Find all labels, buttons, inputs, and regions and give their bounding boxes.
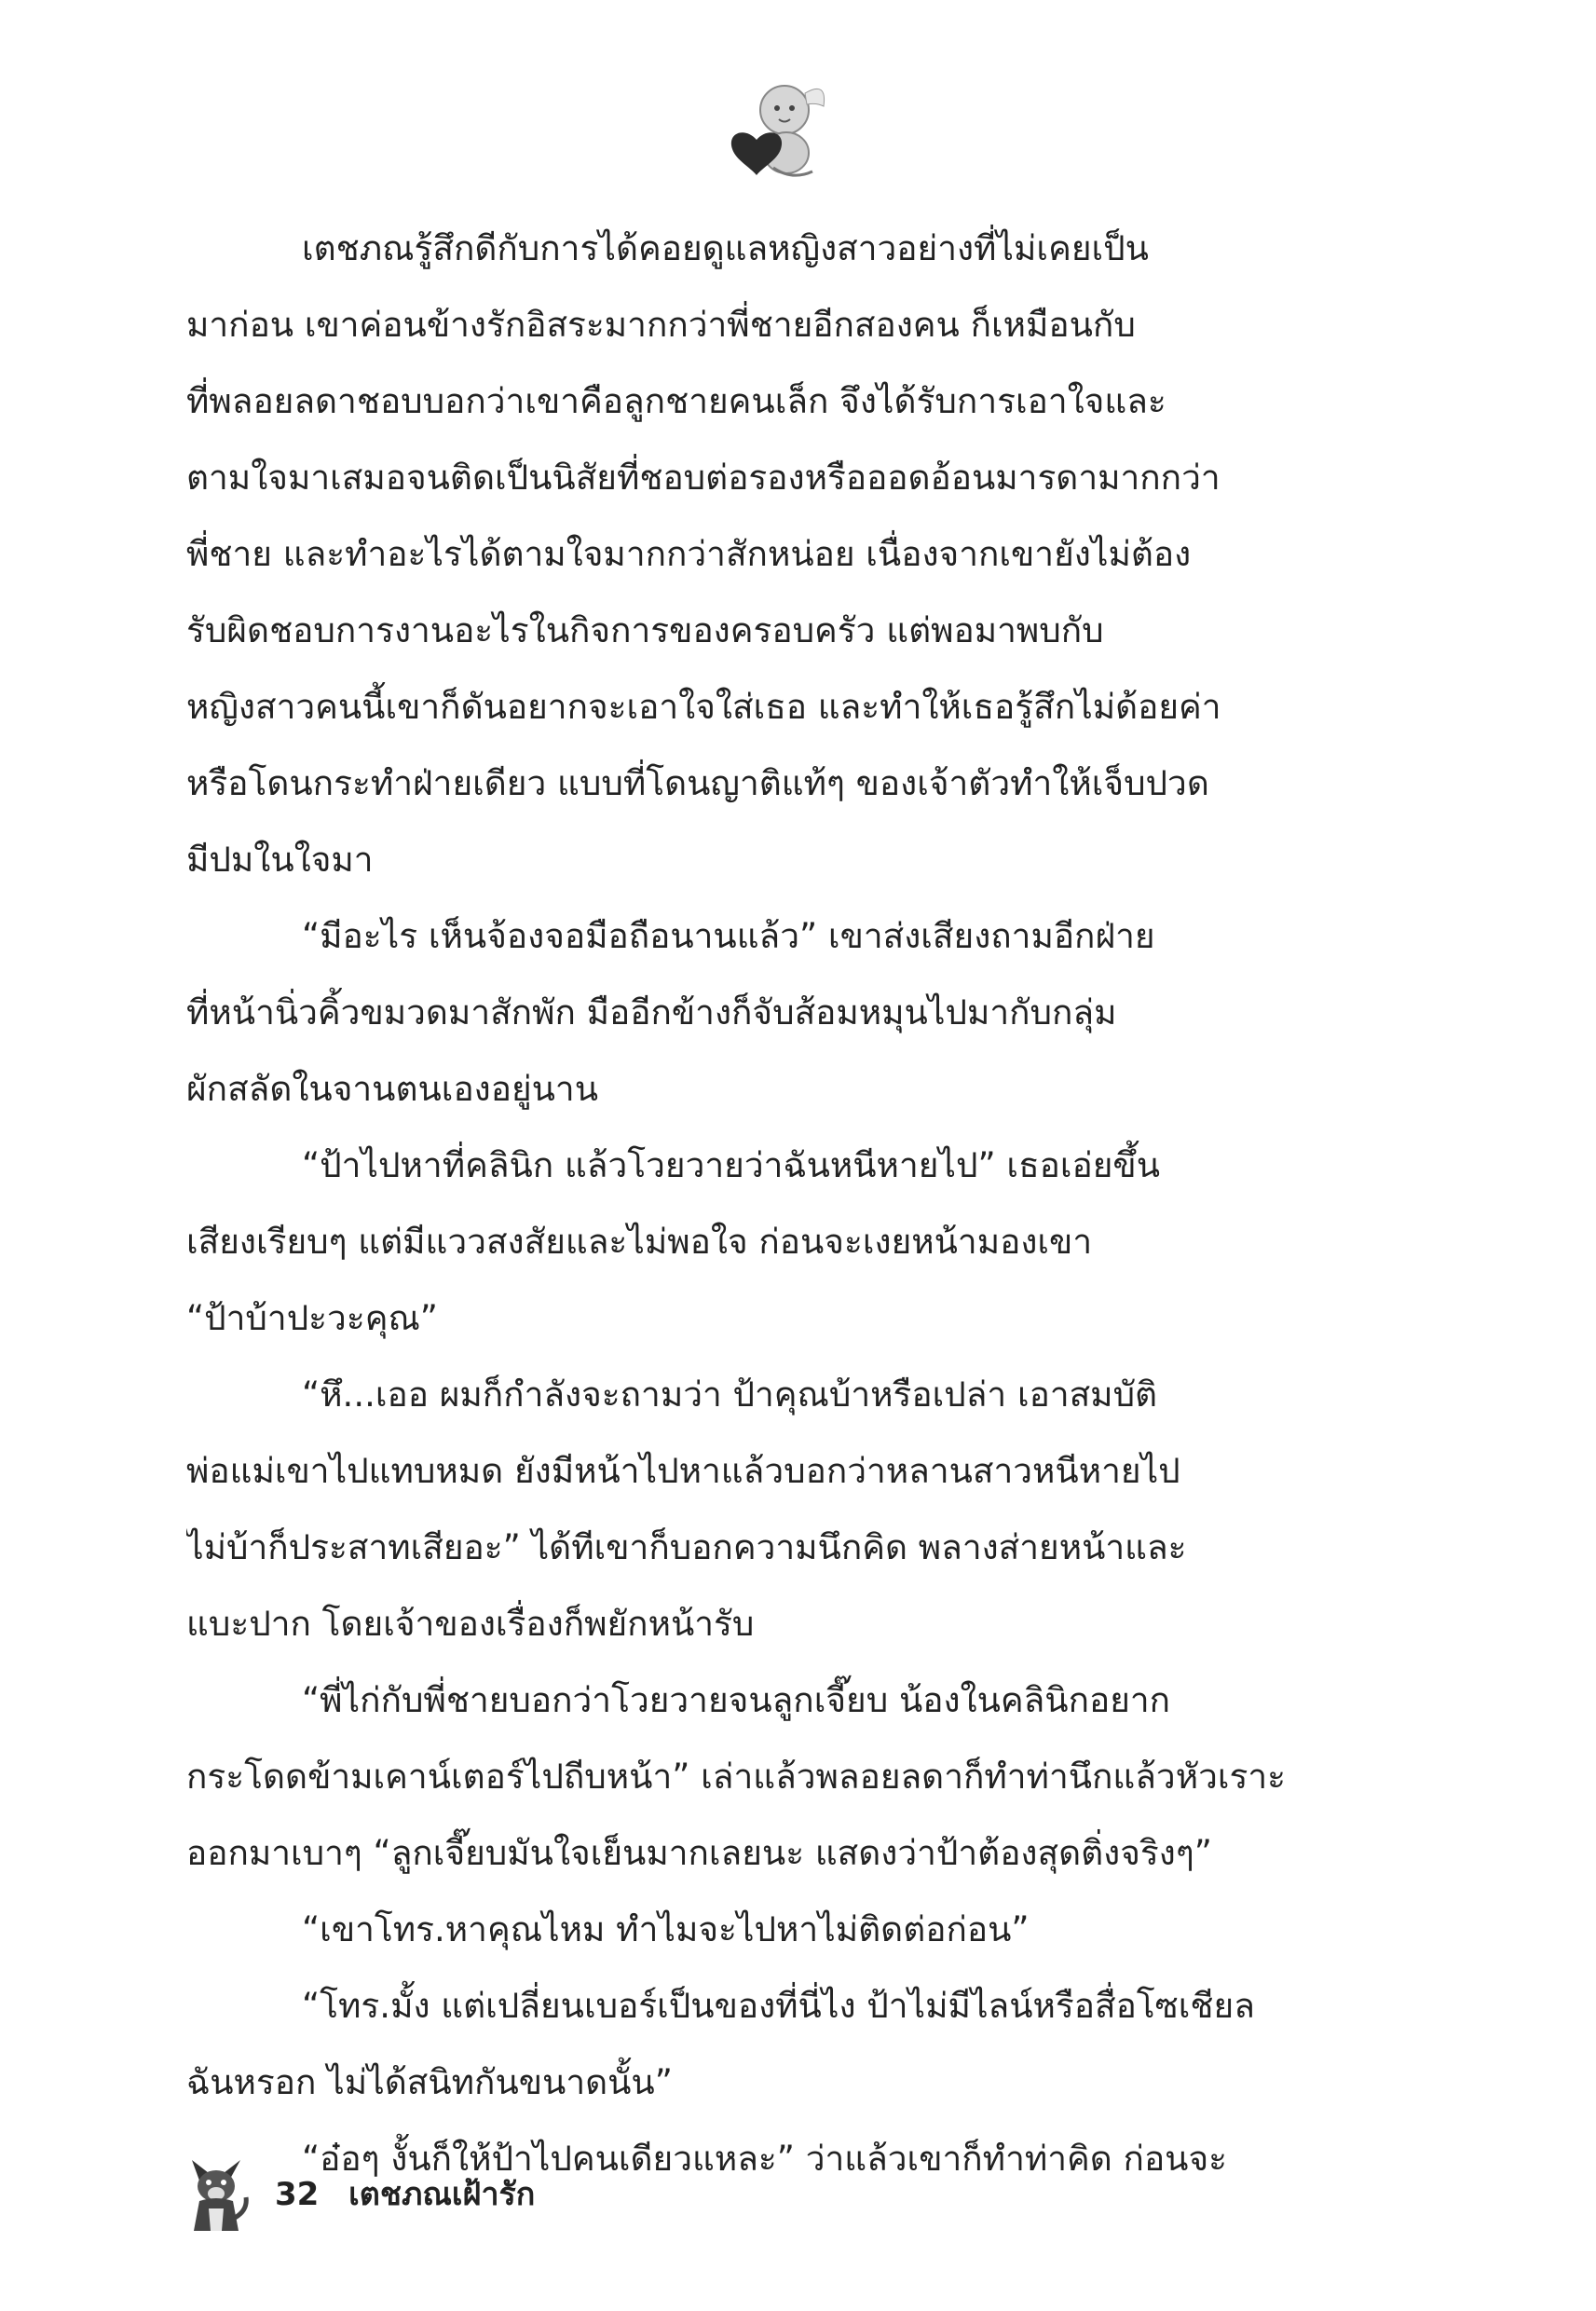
text-line: พ่อแม่เขาไปแทบหมด ยังมีหน้าไปหาแล้วบอกว่าหลานสาวหนีหายไป (186, 1451, 1180, 1491)
text-line: กระโดดข้ามเคาน์เตอร์ไปถีบหน้า” เล่าแล้วพลอยลดาก็ทำท่านึกแล้วหัวเราะ (186, 1757, 1287, 1797)
body-text (186, 211, 1327, 2197)
text-line: หรือโดนกระทำฝ่ายเดียว แบบที่โดนญาติแท้ๆ ของเจ้าตัวทำให้เจ็บปวด (186, 763, 1209, 803)
text-line: เสียงเรียบๆ แต่มีแววสงสัยและไม่พอใจ ก่อนจะเงยหน้ามองเขา (186, 1222, 1093, 1262)
text-line: ฉันหรอก ไม่ได้สนิทกันขนาดนั้น” (186, 2062, 673, 2102)
text-line: ออกมาเบาๆ “ลูกเจี๊ยบมันใจเย็นมากเลยนะ แสดงว่าป้าต้องสุดติ่งจริงๆ” (186, 1833, 1212, 1873)
footer-text (275, 2171, 553, 2218)
text-line: พี่ชาย และทำอะไรได้ตามใจมากกว่าสักหน่อย เนื่องจากเขายังไม่ต้อง (186, 534, 1192, 574)
text-line: “พี่ไก่กับพี่ชายบอกว่าโวยวายจนลูกเจี๊ยบ น้องในคลินิกอยาก (302, 1680, 1171, 1720)
book-title: เตชภณเฝ้ารัก (348, 2176, 536, 2213)
text-line: “ป้าไปหาที่คลินิก แล้วโวยวายว่าฉันหนีหายไป” เธอเอ่ยขึ้น (302, 1145, 1161, 1185)
text-line: ที่หน้านิ่วคิ้วขมวดมาสักพัก มืออีกข้างก็จับส้อมหมุนไปมากับกลุ่ม (186, 992, 1117, 1032)
text-line: ที่พลอยลดาชอบบอกว่าเขาคือลูกชายคนเล็ก จึงได้รับการเอาใจและ (186, 381, 1166, 421)
text-line: “เขาโทร.หาคุณไหม ทำไมจะไปหาไม่ติดต่อก่อน” (302, 1909, 1030, 1949)
text-line: ไม่บ้าก็ประสาทเสียอะ” ได้ทีเขาก็บอกความนึกคิด พลางส่ายหน้าและ (186, 1527, 1187, 1567)
text-line: ตามใจมาเสมอจนติดเป็นนิสัยที่ชอบต่อรองหรือออดอ้อนมารดามากกว่า (186, 458, 1221, 498)
page-footer (186, 2153, 745, 2236)
text-line: ผักสลัดในจานตนเองอยู่นาน (186, 1069, 598, 1109)
text-line: “อ๋อๆ งั้นก็ให้ป้าไปคนเดียวแหละ” ว่าแล้วเขาก็ทำท่าคิด ก่อนจะ (302, 2139, 1228, 2179)
text-line: เตชภณรู้สึกดีกับการได้คอยดูแลหญิงสาวอย่างที่ไม่เคยเป็น (302, 228, 1149, 268)
text-line: มีปมในใจมา (186, 840, 374, 880)
text-line: มาก่อน เขาค่อนข้างรักอิสระมากกว่าพี่ชายอีกสองคน ก็เหมือนกับ (186, 305, 1136, 345)
text-line: แบะปาก โดยเจ้าของเรื่องก็พยักหน้ารับ (186, 1604, 755, 1644)
text-line: รับผิดชอบการงานอะไรในกิจการของครอบครัว แต่พอมาพบกับ (186, 610, 1104, 650)
page-number: 32 (275, 2176, 320, 2213)
text-line: “ป้าบ้าปะวะคุณ” (186, 1298, 438, 1338)
cupid-heart-icon (708, 75, 839, 186)
text-line: “หึ...เออ ผมก็กำลังจะถามว่า ป้าคุณบ้าหรือเปล่า เอาสมบัติ (302, 1374, 1158, 1415)
text-line: “มีอะไร เห็นจ้องจอมือถือนานแล้ว” เขาส่งเสียงถามอีกฝ่าย (302, 916, 1155, 956)
dog-icon (186, 2153, 252, 2236)
text-line: หญิงสาวคนนี้เขาก็ดันอยากจะเอาใจใส่เธอ และทำให้เธอรู้สึกไม่ด้อยค่า (186, 687, 1221, 727)
text-line: “โทร.มั้ง แต่เปลี่ยนเบอร์เป็นของที่นี่ไง ป้าไม่มีไลน์หรือสื่อโซเชียล (302, 1986, 1255, 2026)
